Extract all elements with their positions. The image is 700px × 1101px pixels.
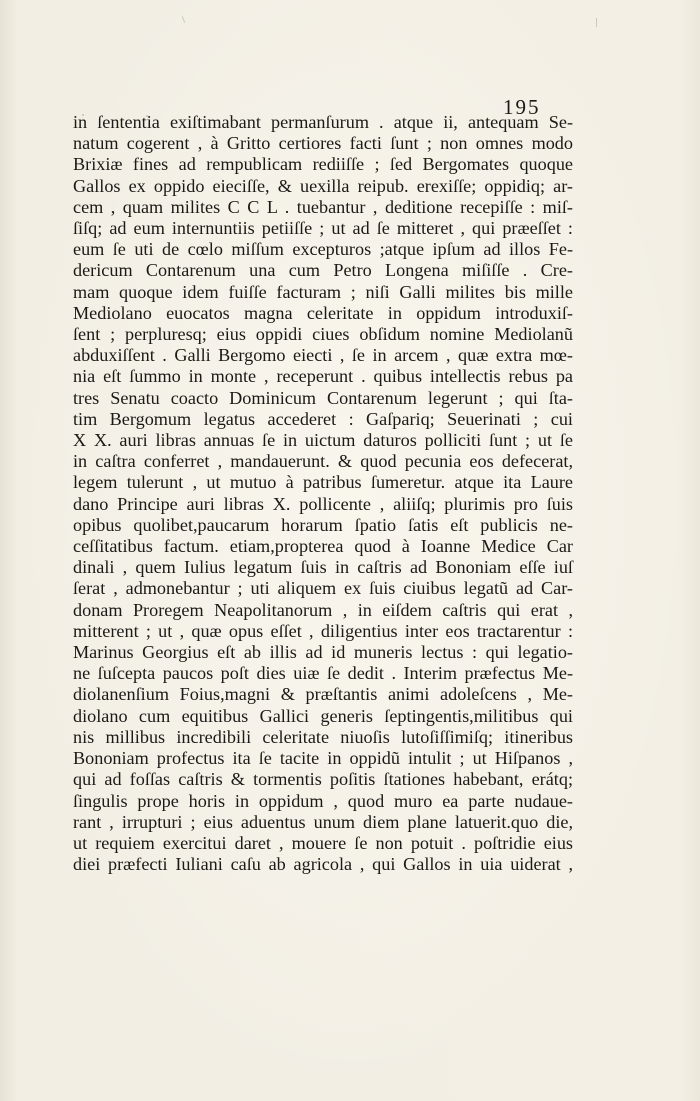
- paper-mark: [596, 18, 597, 27]
- text-line: donam Proregem Neapolitanorum , in eiſdem caſtris qui erat ,: [73, 599, 573, 620]
- text-line: qui ad foſſas caſtris & tormentis poſitis ſtationes habebant, erátq;: [73, 769, 573, 790]
- text-line: ſiſq; ad eum internuntiis petiiſſe ; ut ad ſe mitteret , qui præeſſet :: [73, 218, 573, 239]
- text-line: opibus quolibet,paucarum horarum ſpatio ſatis eſt publicis ne-: [73, 514, 573, 535]
- text-line: ne ſuſcepta paucos poſt dies uiæ ſe dedit . Interim præfectus Me-: [73, 663, 573, 684]
- text-line: X X. auri libras annuas ſe in uictum daturos polliciti ſunt ; ut ſe: [73, 430, 573, 451]
- text-line: Gallos ex oppido eieciſſe, & uexilla reipub. erexiſſe; oppidiq; ar-: [73, 175, 573, 196]
- text-line: abduxiſſent . Galli Bergomo eiecti , ſe in arcem , quæ extra mœ-: [73, 345, 573, 366]
- text-line: ut requiem exercitui daret , mouere ſe non potuit . poſtridie eius: [73, 832, 573, 853]
- text-line: ſingulis prope horis in oppidum , quod muro ea parte nudaue-: [73, 790, 573, 811]
- text-line: legem tulerunt , ut mutuo à patribus ſumeretur. atque ita Laure: [73, 472, 573, 493]
- text-line: tim Bergomum legatus accederet : Gaſpariq; Seuerinati ; cui: [73, 408, 573, 429]
- text-line: tres Senatu coacto Dominicum Contarenum legerunt ; qui ſta-: [73, 387, 573, 408]
- text-line: eum ſe uti de cœlo miſſum excepturos ;atque ipſum ad illos Fe-: [73, 239, 573, 260]
- text-line: nia eſt ſummo in monte , receperunt . quibus intellectis rebus pa: [73, 366, 573, 387]
- text-line: Marinus Georgius eſt ab illis ad id muneris lectus : qui legatio-: [73, 642, 573, 663]
- text-line: ceſſitatibus factum. etiam,propterea quod à Ioanne Medice Car: [73, 536, 573, 557]
- text-line: nis millibus incredibili celeritate niuoſis lutoſiſſimiſq; itineribus: [73, 726, 573, 747]
- text-line: Mediolano euocatos magna celeritate in oppidum introduxiſ-: [73, 302, 573, 323]
- text-line: cem , quam milites C C L . tuebantur , deditione recepiſſe : miſ-: [73, 196, 573, 217]
- text-line: rant , irrupturi ; eius aduentus unum diem plane latuerit.quo die,: [73, 811, 573, 832]
- text-line: diolano cum equitibus Gallici generis ſeptingentis,militibus qui: [73, 705, 573, 726]
- text-line: in ſententia exiſtimabant permanſurum . atque ii, antequam Se-: [73, 112, 573, 132]
- text-line: in caſtra conferret , mandauerunt. & quod pecunia eos defecerat,: [73, 451, 573, 472]
- text-line: diolanenſium Foius,magni & præſtantis animi adoleſcens , Me-: [73, 684, 573, 705]
- text-line: diei præfecti Iuliani caſu ab agricola , qui Gallos in uia uiderat ,: [73, 854, 573, 875]
- page-number: 195: [503, 95, 541, 119]
- text-line: mam quoque idem fuiſſe facturam ; niſi Galli milites bis mille: [73, 281, 573, 302]
- paper-mark: [182, 16, 185, 23]
- text-line: ſerat , admonebantur ; uti aliquem ex ſuis ciuibus legatũ ad Car-: [73, 578, 573, 599]
- text-line: dinali , quem Iulius legatum ſuis in caſtris ad Bononiam eſſe iuſ: [73, 557, 573, 578]
- text-line: Bononiam profectus ita ſe tacite in oppidũ intulit ; ut Hiſpanos ,: [73, 748, 573, 769]
- body-text: [73, 112, 573, 875]
- text-line: dericum Contarenum una cum Petro Longena miſiſſe . Cre-: [73, 260, 573, 281]
- text-line: ſent ; perpluresq; eius oppidi ciues obſidum nomine Mediolanũ: [73, 324, 573, 345]
- text-line: Brixiæ fines ad rempublicam rediiſſe ; ſed Bergomates quoque: [73, 154, 573, 175]
- text-line: mitterent ; ut , quæ opus eſſet , diligentius inter eos tractarentur :: [73, 620, 573, 641]
- text-line: dano Principe auri libras X. pollicente , aliiſq; plurimis pro ſuis: [73, 493, 573, 514]
- text-line: natum cogerent , à Gritto certiores facti ſunt ; non omnes modo: [73, 133, 573, 154]
